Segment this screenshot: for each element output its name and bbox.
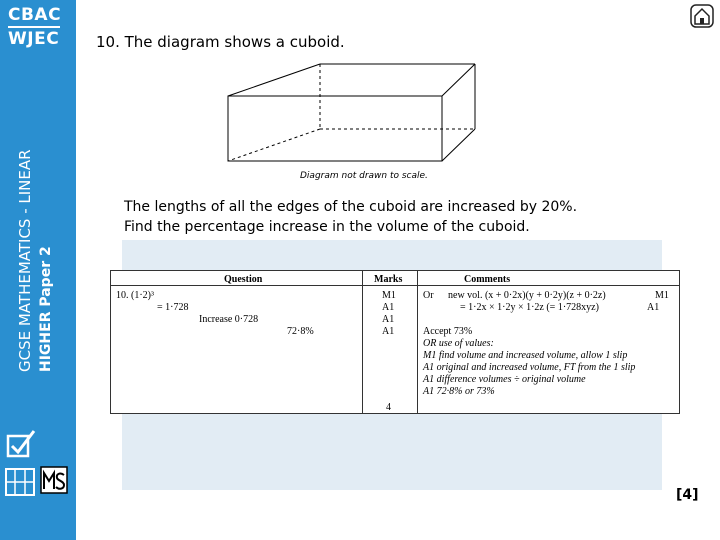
comment-or-use: OR use of values: [423, 338, 494, 349]
diagram-caption: Diagram not drawn to scale. [300, 171, 428, 181]
logo-divider [8, 26, 60, 28]
comment-a1: A1 original and increased volume, FT from the 1 slip [423, 362, 636, 373]
header-comments: Comments [464, 274, 511, 285]
abc-grid-icon[interactable] [5, 468, 35, 496]
comment-a1: A1 difference volumes ÷ original volume [423, 374, 586, 385]
working-line: 10. (1·2)³ [116, 290, 154, 301]
mark-value: A1 [382, 314, 395, 325]
comment-accept: Accept 73% [423, 326, 473, 337]
paper-title: HIGHER Paper 2 [38, 246, 54, 372]
header-marks: Marks [374, 274, 403, 285]
question-title: 10. The diagram shows a cuboid. [96, 33, 345, 51]
mark-value: M1 [382, 290, 396, 301]
home-icon[interactable] [690, 4, 714, 28]
wjec-logo [8, 6, 61, 48]
comment-alt-mark: M1 [655, 290, 669, 301]
total-marks: 4 [386, 402, 391, 413]
subject-title: GCSE MATHEMATICS - LINEAR [16, 149, 34, 372]
working-line: 72·8% [287, 326, 314, 337]
comment-alt-mark: A1 [647, 302, 660, 313]
ms-logo-icon[interactable] [40, 466, 68, 494]
comment-a1: A1 72·8% or 73% [423, 386, 495, 397]
column-divider [362, 271, 363, 413]
cuboid-diagram [220, 60, 480, 165]
comment-or: Or [423, 290, 434, 301]
mark-scheme-table [110, 270, 680, 414]
question-line-2: Find the percentage increase in the volume of the cuboid. [124, 219, 530, 235]
comment-alt-line: new vol. (x + 0·2x)(y + 0·2y)(z + 0·2z) [448, 290, 606, 301]
column-divider [417, 271, 418, 413]
mark-value: A1 [382, 326, 395, 337]
comment-m1: M1 find volume and increased volume, allow 1 slip [423, 350, 628, 361]
total-marks-label: [4] [676, 487, 699, 503]
tick-box-icon[interactable] [5, 428, 37, 460]
header-question: Question [224, 274, 263, 285]
logo-line2: WJEC [8, 29, 60, 49]
question-text [124, 197, 577, 237]
mark-value: A1 [382, 302, 395, 313]
header-divider [111, 285, 679, 286]
working-line: = 1·728 [157, 302, 189, 313]
working-line: Increase 0·728 [199, 314, 259, 325]
logo-line1: CBAC [8, 5, 62, 25]
sidebar [0, 0, 76, 540]
comment-alt-line: = 1·2x × 1·2y × 1·2z (= 1·728xyz) [460, 302, 599, 313]
question-line-1: The lengths of all the edges of the cuboid are increased by 20%. [124, 199, 578, 215]
